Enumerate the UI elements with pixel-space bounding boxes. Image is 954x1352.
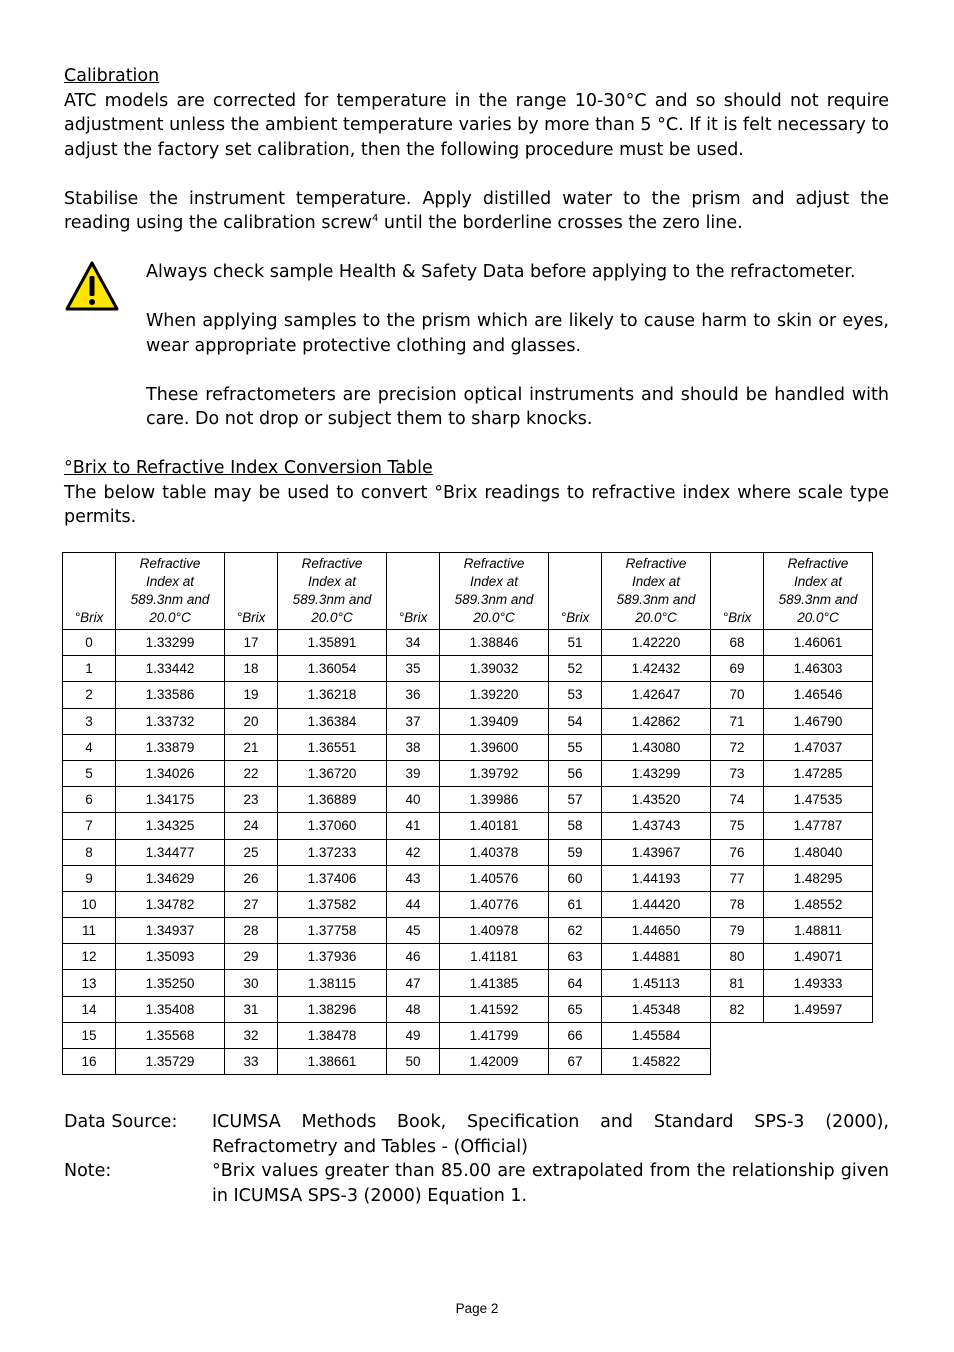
refractive-index-cell: 1.47285 [764, 760, 873, 786]
brix-cell: 14 [63, 996, 116, 1022]
refractive-index-cell: 1.39986 [440, 787, 549, 813]
table-row [63, 1049, 873, 1075]
brix-cell: 49 [387, 1022, 440, 1048]
refractive-index-cell: 1.33299 [116, 630, 225, 656]
warning-triangle-icon [64, 260, 120, 312]
refractive-index-cell: 1.37936 [278, 944, 387, 970]
brix-cell: 41 [387, 813, 440, 839]
refractive-index-cell: 1.34325 [116, 813, 225, 839]
refractive-index-cell: 1.39600 [440, 734, 549, 760]
brix-cell: 59 [549, 839, 602, 865]
brix-cell: 33 [225, 1049, 278, 1075]
brix-cell: 30 [225, 970, 278, 996]
refractive-index-cell: 1.46546 [764, 682, 873, 708]
table-row [63, 891, 873, 917]
refractive-index-cell: 1.47037 [764, 734, 873, 760]
refractive-index-cell: 1.40978 [440, 918, 549, 944]
warning-handle-with-care: These refractometers are precision optical instruments and should be handled with care. Do not drop or subject them to sharp knocks. [146, 384, 889, 429]
refractive-index-cell: 1.43967 [602, 839, 711, 865]
refractive-index-cell: 1.45822 [602, 1049, 711, 1075]
brix-cell: 82 [711, 996, 764, 1022]
procedure-text: Stabilise the instrument temperature. Apply distilled water to the prism and adjust the reading using the calibration screw [64, 188, 889, 233]
refractive-index-column-header: Refractive Index at 589.3nm and 20.0°C [278, 553, 387, 630]
refractive-index-cell: 1.44650 [602, 918, 711, 944]
conversion-intro: The below table may be used to convert °Brix readings to refractive index where scale type permits. [64, 482, 889, 527]
data-source-text: ICUMSA Methods Book, Specification and Standard SPS-3 (2000), Refractometry and Tables - (Official) [212, 1112, 889, 1157]
table-row [63, 656, 873, 682]
refractive-index-cell: 1.48552 [764, 891, 873, 917]
refractive-index-cell: 1.44420 [602, 891, 711, 917]
refractive-index-column-header: Refractive Index at 589.3nm and 20.0°C [602, 553, 711, 630]
brix-cell: 36 [387, 682, 440, 708]
refractive-index-cell: 1.48295 [764, 865, 873, 891]
brix-cell: 27 [225, 891, 278, 917]
brix-cell: 73 [711, 760, 764, 786]
brix-cell: 79 [711, 918, 764, 944]
refractive-index-cell: 1.36054 [278, 656, 387, 682]
brix-cell: 70 [711, 682, 764, 708]
refractive-index-cell: 1.38478 [278, 1022, 387, 1048]
refractive-index-column-header: Refractive Index at 589.3nm and 20.0°C [764, 553, 873, 630]
table-header-row [63, 553, 873, 630]
brix-cell: 43 [387, 865, 440, 891]
brix-cell: 80 [711, 944, 764, 970]
table-row [63, 970, 873, 996]
refractive-index-cell: 1.48040 [764, 839, 873, 865]
refractive-index-cell: 1.43080 [602, 734, 711, 760]
refractive-index-cell: 1.35408 [116, 996, 225, 1022]
table-row [63, 734, 873, 760]
calibration-heading: Calibration [64, 66, 160, 86]
footnote-reference: 4 [371, 213, 379, 225]
brix-cell: 47 [387, 970, 440, 996]
brix-cell: 20 [225, 708, 278, 734]
refractive-index-cell: 1.40776 [440, 891, 549, 917]
table-row [63, 682, 873, 708]
brix-cell: 69 [711, 656, 764, 682]
note-row [64, 1159, 889, 1208]
brix-cell: 4 [63, 734, 116, 760]
refractive-index-cell: 1.40576 [440, 865, 549, 891]
refractive-index-cell: 1.45113 [602, 970, 711, 996]
refractive-index-cell: 1.38115 [278, 970, 387, 996]
refractive-index-cell: 1.49333 [764, 970, 873, 996]
brix-cell: 11 [63, 918, 116, 944]
brix-cell: 56 [549, 760, 602, 786]
refractive-index-cell: 1.33586 [116, 682, 225, 708]
table-row [63, 760, 873, 786]
refractive-index-cell: 1.36218 [278, 682, 387, 708]
table-row [63, 865, 873, 891]
brix-cell: 37 [387, 708, 440, 734]
brix-cell: 67 [549, 1049, 602, 1075]
brix-cell: 40 [387, 787, 440, 813]
brix-cell: 38 [387, 734, 440, 760]
brix-cell: 13 [63, 970, 116, 996]
refractive-index-cell: 1.37233 [278, 839, 387, 865]
refractive-index-cell: 1.47535 [764, 787, 873, 813]
refractive-index-cell: 1.36889 [278, 787, 387, 813]
table-row [63, 1022, 873, 1048]
conversion-table-heading: °Brix to Refractive Index Conversion Table [64, 458, 433, 478]
empty-cell [711, 1049, 764, 1075]
brix-cell: 78 [711, 891, 764, 917]
procedure-text-end: until the borderline crosses the zero line. [378, 213, 743, 233]
brix-cell: 68 [711, 630, 764, 656]
refractive-index-cell: 1.38661 [278, 1049, 387, 1075]
refractive-index-cell: 1.42432 [602, 656, 711, 682]
brix-cell: 24 [225, 813, 278, 839]
table-row [63, 787, 873, 813]
brix-cell: 64 [549, 970, 602, 996]
refractive-index-cell: 1.41181 [440, 944, 549, 970]
brix-cell: 45 [387, 918, 440, 944]
brix-cell: 19 [225, 682, 278, 708]
warning-protective-clothing: When applying samples to the prism which are likely to cause harm to skin or eyes, wear appropriate protective clothing and glasses. [146, 311, 889, 356]
brix-cell: 29 [225, 944, 278, 970]
brix-cell: 26 [225, 865, 278, 891]
refractive-index-cell: 1.43299 [602, 760, 711, 786]
empty-cell [711, 1022, 764, 1048]
table-row [63, 918, 873, 944]
empty-cell [764, 1049, 873, 1075]
refractive-index-column-header: Refractive Index at 589.3nm and 20.0°C [116, 553, 225, 630]
refractive-index-cell: 1.34477 [116, 839, 225, 865]
refractive-index-cell: 1.46303 [764, 656, 873, 682]
table-row [63, 996, 873, 1022]
refractive-index-cell: 1.35250 [116, 970, 225, 996]
brix-cell: 39 [387, 760, 440, 786]
refractive-index-cell: 1.33879 [116, 734, 225, 760]
brix-column-header: °Brix [711, 553, 764, 630]
document-body [64, 64, 889, 530]
refractive-index-cell: 1.33442 [116, 656, 225, 682]
refractive-index-cell: 1.42009 [440, 1049, 549, 1075]
empty-cell [764, 1022, 873, 1048]
brix-cell: 58 [549, 813, 602, 839]
brix-cell: 76 [711, 839, 764, 865]
calibration-procedure-paragraph [64, 187, 889, 236]
brix-cell: 8 [63, 839, 116, 865]
brix-cell: 21 [225, 734, 278, 760]
refractive-index-cell: 1.37582 [278, 891, 387, 917]
brix-column-header: °Brix [225, 553, 278, 630]
refractive-index-cell: 1.49071 [764, 944, 873, 970]
brix-cell: 28 [225, 918, 278, 944]
brix-cell: 34 [387, 630, 440, 656]
refractive-index-cell: 1.35568 [116, 1022, 225, 1048]
brix-cell: 0 [63, 630, 116, 656]
refractive-index-cell: 1.37406 [278, 865, 387, 891]
refractive-index-cell: 1.38846 [440, 630, 549, 656]
brix-column-header: °Brix [549, 553, 602, 630]
brix-cell: 61 [549, 891, 602, 917]
refractive-index-cell: 1.45348 [602, 996, 711, 1022]
refractive-index-cell: 1.46790 [764, 708, 873, 734]
page-number: Page 2 [455, 1301, 499, 1316]
data-source-label: Data Source: [64, 1112, 178, 1132]
brix-cell: 31 [225, 996, 278, 1022]
brix-cell: 65 [549, 996, 602, 1022]
refractive-index-cell: 1.37060 [278, 813, 387, 839]
note-text: °Brix values greater than 85.00 are extrapolated from the relationship given in ICUMSA SPS-3 (2000) Equation 1. [212, 1161, 889, 1206]
refractive-index-cell: 1.40378 [440, 839, 549, 865]
refractive-index-cell: 1.46061 [764, 630, 873, 656]
table-row [63, 944, 873, 970]
refractive-index-cell: 1.45584 [602, 1022, 711, 1048]
brix-cell: 25 [225, 839, 278, 865]
brix-cell: 5 [63, 760, 116, 786]
refractive-index-cell: 1.42862 [602, 708, 711, 734]
brix-cell: 22 [225, 760, 278, 786]
refractive-index-cell: 1.44193 [602, 865, 711, 891]
refractive-index-cell: 1.39409 [440, 708, 549, 734]
brix-column-header: °Brix [63, 553, 116, 630]
refractive-index-cell: 1.43520 [602, 787, 711, 813]
brix-cell: 53 [549, 682, 602, 708]
brix-cell: 16 [63, 1049, 116, 1075]
refractive-index-cell: 1.43743 [602, 813, 711, 839]
table-row [63, 708, 873, 734]
refractive-index-cell: 1.41799 [440, 1022, 549, 1048]
brix-cell: 15 [63, 1022, 116, 1048]
brix-cell: 18 [225, 656, 278, 682]
refractive-index-cell: 1.39792 [440, 760, 549, 786]
refractive-index-cell: 1.33732 [116, 708, 225, 734]
brix-cell: 50 [387, 1049, 440, 1075]
table-row [63, 813, 873, 839]
refractive-index-cell: 1.39032 [440, 656, 549, 682]
warning-health-safety: Always check sample Health & Safety Data before applying to the refractometer. [146, 262, 856, 282]
refractive-index-cell: 1.34026 [116, 760, 225, 786]
brix-cell: 44 [387, 891, 440, 917]
brix-cell: 3 [63, 708, 116, 734]
brix-cell: 17 [225, 630, 278, 656]
refractive-index-cell: 1.39220 [440, 682, 549, 708]
refractive-index-cell: 1.34175 [116, 787, 225, 813]
brix-cell: 35 [387, 656, 440, 682]
note-label: Note: [64, 1161, 112, 1181]
brix-cell: 46 [387, 944, 440, 970]
refractive-index-cell: 1.36551 [278, 734, 387, 760]
refractive-index-cell: 1.36384 [278, 708, 387, 734]
refractive-index-cell: 1.38296 [278, 996, 387, 1022]
brix-column-header: °Brix [387, 553, 440, 630]
brix-cell: 55 [549, 734, 602, 760]
brix-cell: 54 [549, 708, 602, 734]
refractive-index-cell: 1.36720 [278, 760, 387, 786]
refractive-index-column-header: Refractive Index at 589.3nm and 20.0°C [440, 553, 549, 630]
refractive-index-cell: 1.49597 [764, 996, 873, 1022]
brix-cell: 81 [711, 970, 764, 996]
data-source-row [64, 1110, 889, 1159]
brix-cell: 74 [711, 787, 764, 813]
brix-cell: 52 [549, 656, 602, 682]
refractive-index-cell: 1.35729 [116, 1049, 225, 1075]
brix-cell: 1 [63, 656, 116, 682]
table-row [63, 630, 873, 656]
brix-cell: 23 [225, 787, 278, 813]
table-row [63, 839, 873, 865]
brix-cell: 51 [549, 630, 602, 656]
refractive-index-cell: 1.41385 [440, 970, 549, 996]
refractive-index-cell: 1.42220 [602, 630, 711, 656]
safety-warnings [64, 260, 889, 432]
brix-cell: 42 [387, 839, 440, 865]
brix-cell: 12 [63, 944, 116, 970]
refractive-index-cell: 1.35891 [278, 630, 387, 656]
refractive-index-cell: 1.34782 [116, 891, 225, 917]
brix-cell: 63 [549, 944, 602, 970]
brix-cell: 62 [549, 918, 602, 944]
refractive-index-cell: 1.40181 [440, 813, 549, 839]
calibration-paragraph: ATC models are corrected for temperature in the range 10-30°C and so should not require adjustment unless the ambient temperature varies by more than 5 °C. If it is felt necessary to adjust the factory set calibration, then the following procedure must be used. [64, 90, 890, 160]
brix-cell: 66 [549, 1022, 602, 1048]
refractive-index-cell: 1.37758 [278, 918, 387, 944]
table-footer-notes [64, 1110, 889, 1208]
refractive-index-cell: 1.48811 [764, 918, 873, 944]
refractive-index-cell: 1.41592 [440, 996, 549, 1022]
brix-cell: 32 [225, 1022, 278, 1048]
brix-cell: 10 [63, 891, 116, 917]
refractive-index-cell: 1.34937 [116, 918, 225, 944]
brix-cell: 77 [711, 865, 764, 891]
brix-cell: 71 [711, 708, 764, 734]
refractive-index-cell: 1.42647 [602, 682, 711, 708]
brix-cell: 6 [63, 787, 116, 813]
brix-cell: 7 [63, 813, 116, 839]
refractive-index-cell: 1.35093 [116, 944, 225, 970]
brix-cell: 2 [63, 682, 116, 708]
refractive-index-cell: 1.34629 [116, 865, 225, 891]
brix-cell: 9 [63, 865, 116, 891]
brix-cell: 57 [549, 787, 602, 813]
brix-cell: 60 [549, 865, 602, 891]
refractive-index-cell: 1.44881 [602, 944, 711, 970]
brix-refractive-index-table [62, 552, 873, 1075]
brix-cell: 72 [711, 734, 764, 760]
brix-cell: 75 [711, 813, 764, 839]
refractive-index-cell: 1.47787 [764, 813, 873, 839]
brix-cell: 48 [387, 996, 440, 1022]
